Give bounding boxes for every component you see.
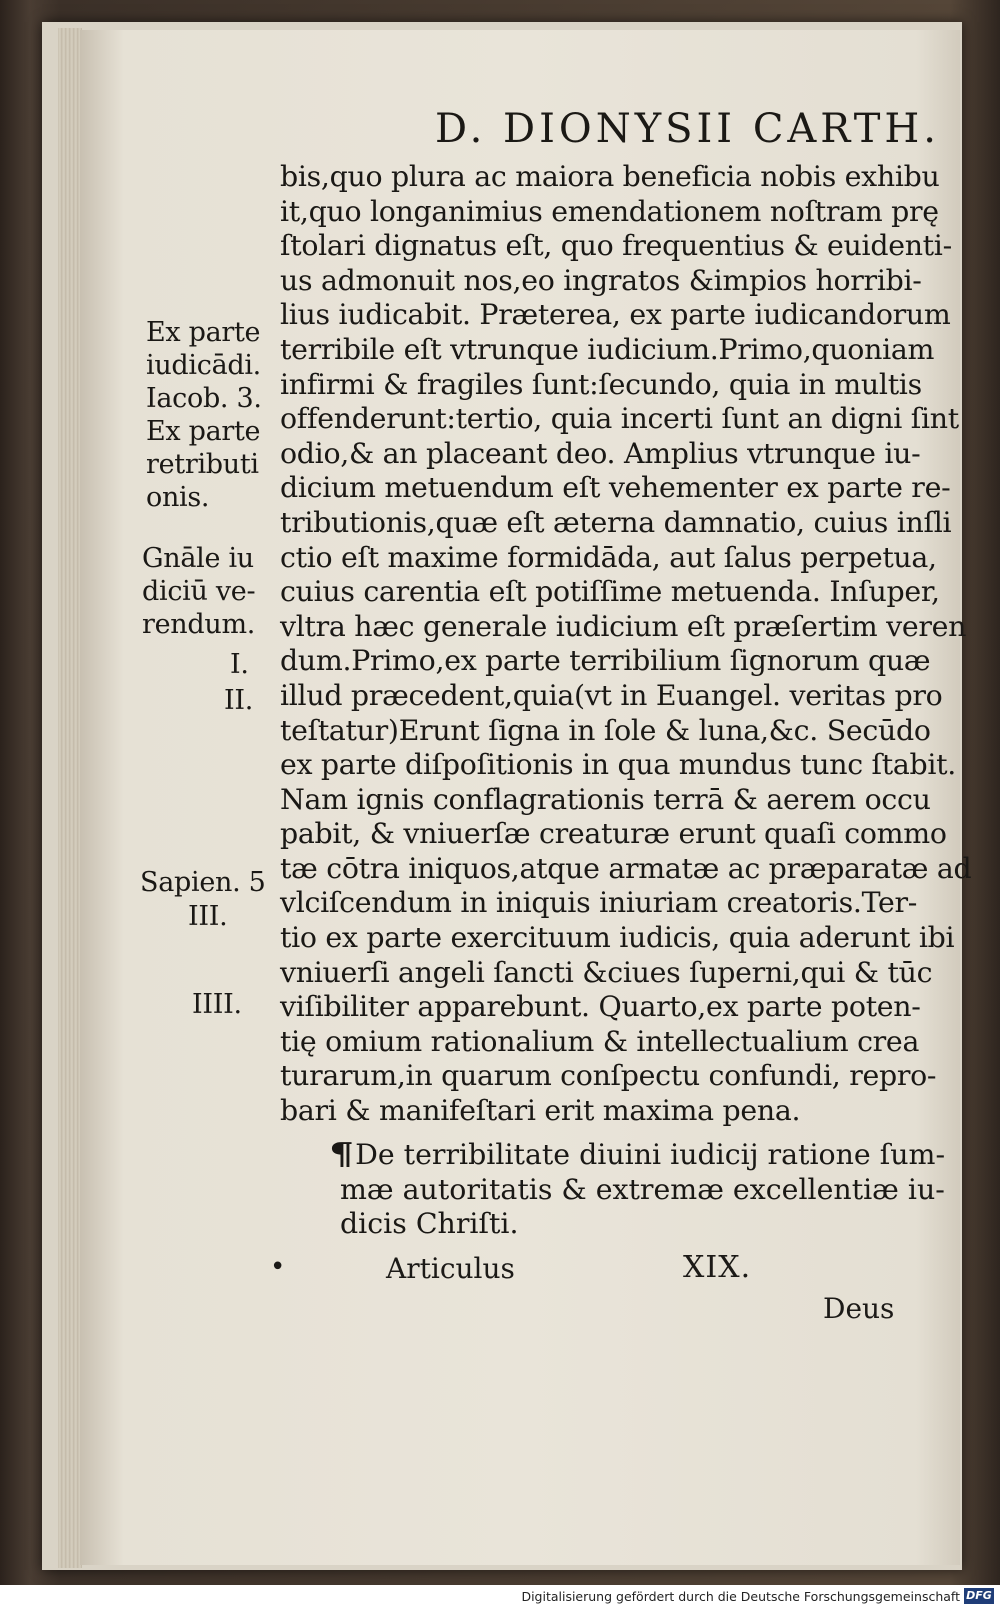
text-line: vniuerſi angeli ſancti &ciues ſuperni,qui & tūc: [280, 955, 933, 989]
text-line: dicium metuendum eſt vehementer ex parte re-: [280, 471, 951, 505]
margin-note-judgment: [146, 316, 262, 514]
margin-note-line: iudicādi.: [146, 350, 261, 381]
text-line: turarum,in quarum conſpectu confundi, repro-: [280, 1059, 937, 1093]
book-page: [80, 30, 972, 1565]
text-line: offenderunt:tertio, quia incerti ſunt an digni ſint: [280, 402, 959, 436]
dfg-logo: DFG: [964, 1588, 994, 1604]
margin-note-line: retributi: [146, 449, 259, 480]
heading-line: mæ autoritatis & extremæ excellentiæ iu-: [340, 1172, 945, 1206]
text-line: tię omium rationalium & intellectualium crea: [280, 1024, 920, 1058]
heading-text: De terribilitate diuini iudicij ratione ſum-: [355, 1138, 946, 1171]
stray-mark: •: [270, 1252, 286, 1282]
margin-note-line: Gnāle iu: [142, 543, 254, 574]
pilcrow-icon: ¶: [329, 1137, 354, 1172]
margin-numeral-2: II.: [224, 685, 254, 716]
text-line: cuius carentia eſt potiſſime metuenda. Inſuper,: [280, 575, 940, 609]
text-line: viſibiliter apparebunt. Quarto,ex parte poten-: [280, 990, 921, 1024]
margin-note-sapien: Sapien. 5: [140, 867, 266, 898]
text-line: tio ex parte exercituum iudicis, quia aderunt ibi: [280, 921, 955, 955]
catchword: Deus: [823, 1292, 895, 1325]
text-line: bari & manifeſtari erit maxima pena.: [280, 1094, 801, 1128]
text-line: vlciſcendum in iniquis iniuriam creatoris.Ter-: [280, 886, 918, 920]
text-line: us admonuit nos,eo ingratos &impios horribi-: [280, 263, 922, 297]
text-line: ctio eſt maxime formidāda, aut ſalus perpetua,: [280, 540, 937, 574]
text-line: vltra hæc generale iudicium eſt præſertim veren: [280, 609, 967, 643]
running-title: D. DIONYSII CARTH.: [434, 106, 940, 152]
margin-note-line: Ex parte: [146, 416, 261, 447]
text-line: odio,& an placeant deo. Amplius vtrunque iu-: [280, 436, 921, 470]
text-line: ex parte diſpoſitionis in qua mundus tunc ſtabit.: [280, 748, 956, 782]
margin-numeral-3: III.: [188, 901, 228, 932]
text-line: lius iudicabit. Præterea, ex parte iudicandorum: [280, 298, 951, 332]
margin-note-line: Ex parte: [146, 317, 261, 348]
margin-note-general-judgment: [142, 542, 255, 641]
margin-note-line: diciū ve-: [142, 576, 256, 607]
margin-note-line: Iacob. 3.: [146, 383, 262, 414]
text-line: tributionis,quæ eſt æterna damnatio, cuius inſli: [280, 505, 952, 539]
text-line: bis,quo plura ac maiora beneficia nobis exhibu: [280, 160, 940, 193]
text-line: Nam ignis conflagrationis terrā & aerem occu: [280, 782, 931, 816]
heading-line: dicis Chriſti.: [340, 1207, 519, 1241]
margin-note-line: rendum.: [142, 609, 256, 640]
article-label: Articulus: [386, 1252, 515, 1285]
text-line: tæ cōtra iniquos,atque armatæ ac præparatæ ad: [280, 851, 972, 885]
text-line: infirmi & fragiles ſunt:ſecundo, quia in multis: [280, 367, 922, 401]
text-line: illud præcedent,quia(vt in Euangel. veritas pro: [280, 678, 943, 712]
text-line: teſtatur)Erunt ſigna in ſole & luna,&c. Secūdo: [280, 713, 931, 747]
heading-line: [329, 1137, 952, 1173]
article-number: XIX.: [683, 1250, 752, 1285]
margin-note-line: onis.: [146, 482, 210, 513]
main-text-block: [280, 160, 972, 1129]
text-line: terribile eſt vtrunque iudicium.Primo,quoniam: [280, 332, 935, 366]
section-heading: [329, 1137, 952, 1242]
margin-numeral-1: I.: [230, 649, 249, 680]
text-line: dum.Primo,ex parte terribilium ſignorum quæ: [280, 644, 931, 678]
text-line: pabit, & vniuerſæ creaturæ erunt quaſi commo: [280, 817, 947, 851]
footer-credit: Digitalisierung gefördert durch die Deutsche Forschungsgemeinschaft: [521, 1589, 960, 1604]
text-line: ſtolari dignatus eſt, quo frequentius & euidenti-: [280, 229, 952, 263]
margin-numeral-4: IIII.: [192, 989, 242, 1020]
text-line: it,quo longanimius emendationem noſtram prę: [280, 194, 939, 228]
page-edges: [58, 28, 82, 1568]
